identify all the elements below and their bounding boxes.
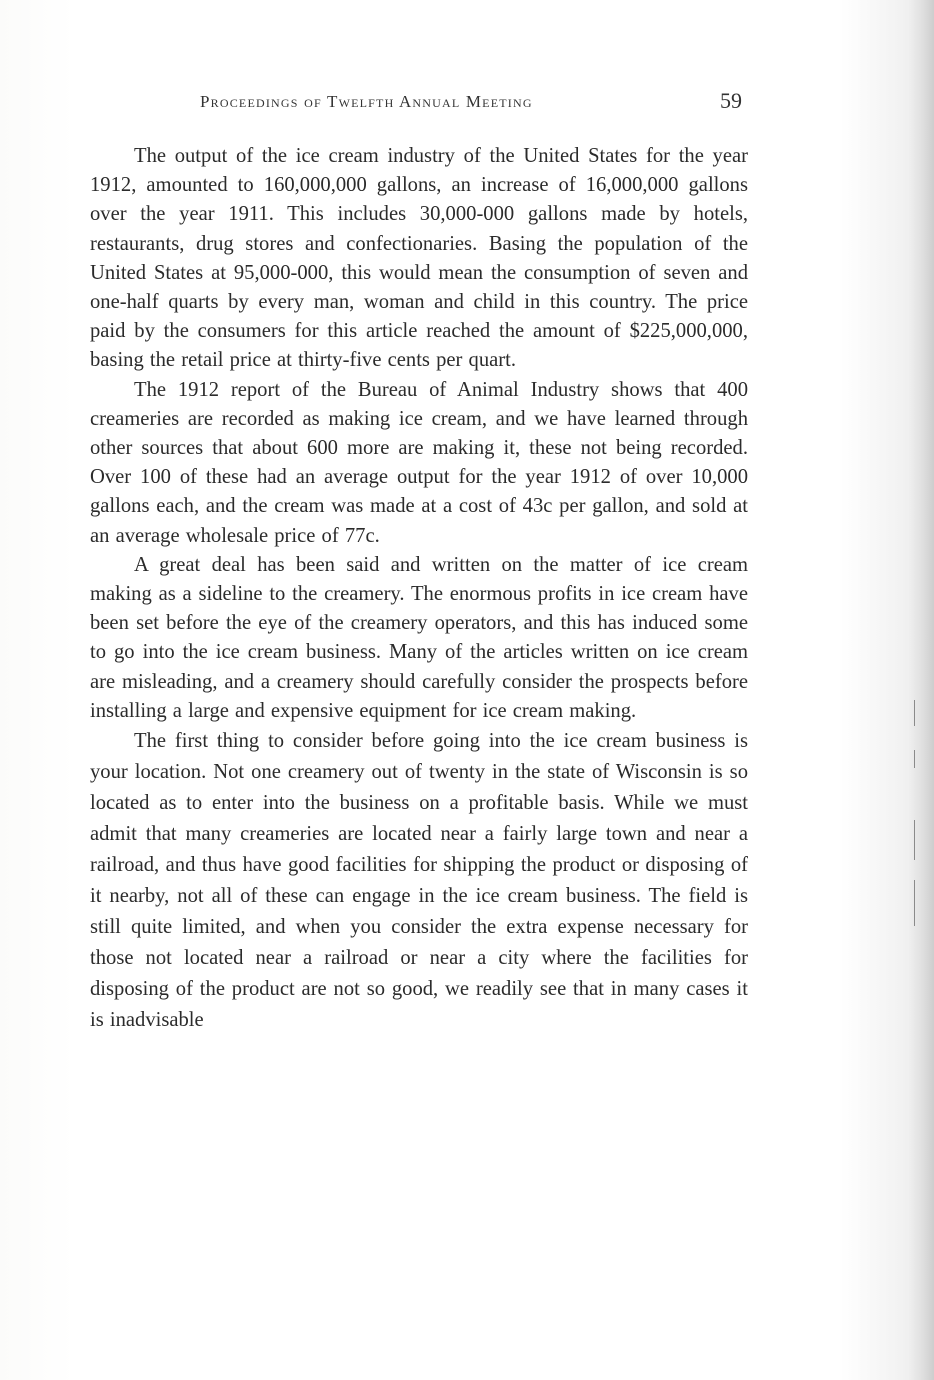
running-head: Proceedings of Twelfth Annual Meeting xyxy=(200,92,533,111)
paragraph-bureau-report: The 1912 report of the Bureau of Animal Industry shows that 400 creameries are recorded as making ice cream, and we have learned through other sources that about 600 more are making it, these not being recorded. Over 100 of these had an average output for the year 1912 of over 10,000 gallons each, and the cream was made at a cost of 43c per gallon, and sold at an average wholesale price of 77c. xyxy=(90,378,748,547)
paragraph-location: The first thing to consider before going into the ice cream business is your location. Not one creamery out of twenty in the state of Wisconsin is so located as to enter into the business on a profitable basis. While we must admit that many creameries are located near a fairly large town and near a railroad, and thus have good facilities for shipping the product or disposing of it nearby, not all of these can engage in the ice cream business. The field is still quite limited, and when you consider the extra expense necessary for those not located near a railroad or near a city where the facilities for disposing of the product are not so good, we readily see that in many cases it is inadvisable xyxy=(90,730,748,1032)
body-text xyxy=(90,142,748,1036)
paragraph-sideline: A great deal has been said and written on the matter of ice cream making as a sideline to the creamery. The enormous profits in ice cream have been set before the eye of the creamery operators, and this has induced some to go into the ice cream business. Many of the articles written on ice cream are misleading, and a creamery should carefully consider the prospects before installing a large and expensive equipment for ice cream making. xyxy=(90,553,748,722)
page-header xyxy=(200,90,750,120)
paragraph-ice-cream-output: The output of the ice cream industry of the United States for the year 1912, amounted to 160,000,000 gallons, an increase of 16,000,000 gallons over the year 1911. This includes 30,000-000 gallons made by hotels, restaurants, drug stores and confectionaries. Basing the population of the United States at 95,000-000, this would mean the consumption of seven and one-half quarts by every man, woman and child in this country. The price paid by the consumers for this article reached the amount of $225,000,000, basing the retail price at thirty-five cents per quart. xyxy=(90,145,748,372)
margin-scan-marks xyxy=(912,680,918,940)
page-number: 59 xyxy=(720,88,742,113)
